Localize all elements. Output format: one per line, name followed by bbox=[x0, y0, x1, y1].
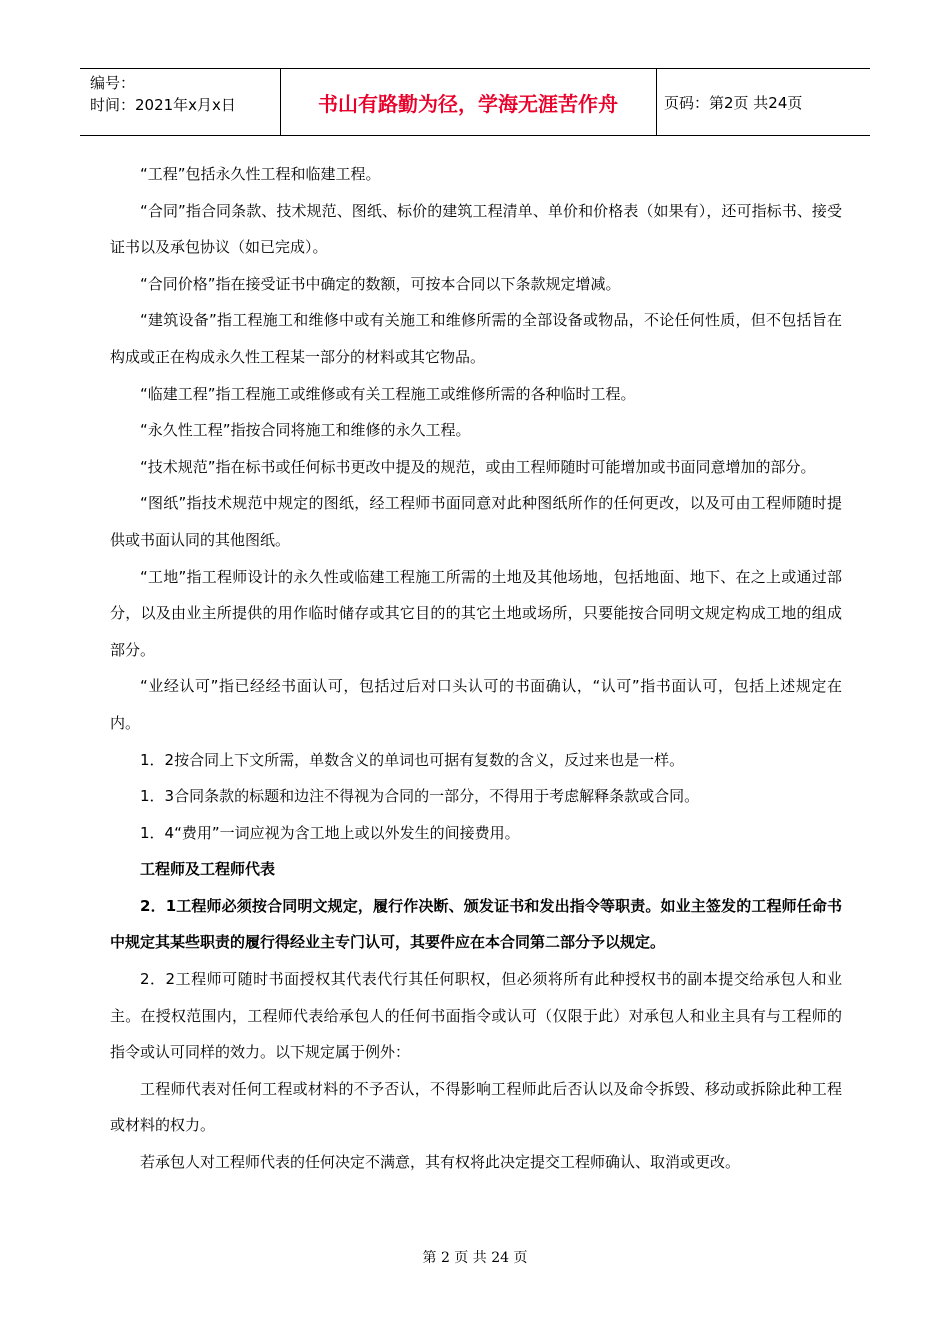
paragraph: 1．4“费用”一词应视为含工地上或以外发生的间接费用。 bbox=[140, 823, 520, 842]
paragraph: 1．2按合同上下文所需，单数含义的单词也可据有复数的含义，反过来也是一样。 bbox=[140, 750, 685, 769]
paragraph-bold: 2．1工程师必须按合同明文规定，履行作决断、颁发证书和发出指令等职责。如业主签发的工程师任命书中规定其某些职责的履行得经业主专门认可，其要件应在本合同第二部分予以规定。 bbox=[110, 896, 842, 952]
section-heading: 工程师及工程师代表 bbox=[140, 860, 276, 879]
paragraph: “业经认可”指已经经书面认可，包括过后对口头认可的书面确认，“认可”指书面认可，包括上述规定在内。 bbox=[110, 677, 842, 732]
paragraph: “建筑设备”指工程施工和维修中或有关施工和维修所需的全部设备或物品，不论任何性质，但不包括旨在构成或正在构成永久性工程某一部分的材料或其它物品。 bbox=[110, 311, 842, 366]
document-time-label: 时间：2021年x月x日 bbox=[90, 96, 236, 114]
page-footer: 第 2 页 共 24 页 bbox=[422, 1250, 528, 1266]
document-body bbox=[110, 156, 842, 1181]
header-divider-right bbox=[656, 69, 657, 135]
paragraph: “临建工程”指工程施工或维修或有关工程施工或维修所需的各种临时工程。 bbox=[140, 384, 636, 403]
paragraph: “工地”指工程师设计的永久性或临建工程施工所需的土地及其他场地，包括地面、地下、在之上或通过部分，以及由业主所提供的用作临时储存或其它目的的其它土地或场所，只要能按合同明文规定构成工地的组成部分。 bbox=[110, 567, 842, 659]
paragraph: “工程”包括永久性工程和临建工程。 bbox=[140, 165, 381, 183]
paragraph: 若承包人对工程师代表的任何决定不满意，其有权将此决定提交工程师确认、取消或更改。 bbox=[140, 1153, 741, 1172]
document-number-label: 编号： bbox=[90, 74, 136, 92]
paragraph: 1．3合同条款的标题和边注不得视为合同的一部分，不得用于考虑解释条款或合同。 bbox=[140, 787, 700, 806]
paragraph: “技术规范”指在标书或任何标书更改中提及的规范，或由工程师随时可能增加或书面同意增加的部分。 bbox=[140, 457, 816, 476]
header-meta bbox=[90, 72, 236, 116]
paragraph: “永久性工程”指按合同将施工和维修的永久工程。 bbox=[140, 421, 471, 440]
paragraph: “合同价格”指在接受证书中确定的数额，可按本合同以下条款规定增减。 bbox=[140, 274, 621, 293]
header-motto: 书山有路勤为径，学海无涯苦作舟 bbox=[318, 91, 618, 116]
header-page-number: 页码：第2页 共24页 bbox=[664, 94, 803, 112]
paragraph: 工程师代表对任何工程或材料的不予否认，不得影响工程师此后否认以及命令拆毁、移动或拆除此种工程或材料的权力。 bbox=[110, 1079, 842, 1135]
page-header bbox=[80, 68, 870, 136]
paragraph: 2．2工程师可随时书面授权其代表代行其任何职权，但必须将所有此种授权书的副本提交给承包人和业主。在授权范围内，工程师代表给承包人的任何书面指令或认可（仅限于此）对承包人和业主具有与工程师的指令或认可同样的效力。以下规定属于例外： bbox=[110, 970, 842, 1062]
paragraph: “图纸”指技术规范中规定的图纸，经工程师书面同意对此种图纸所作的任何更改，以及可由工程师随时提供或书面认同的其他图纸。 bbox=[110, 494, 842, 549]
paragraph: “合同”指合同条款、技术规范、图纸、标价的建筑工程清单、单价和价格表（如果有），还可指标书、接受证书以及承包协议（如已完成）。 bbox=[110, 201, 842, 257]
